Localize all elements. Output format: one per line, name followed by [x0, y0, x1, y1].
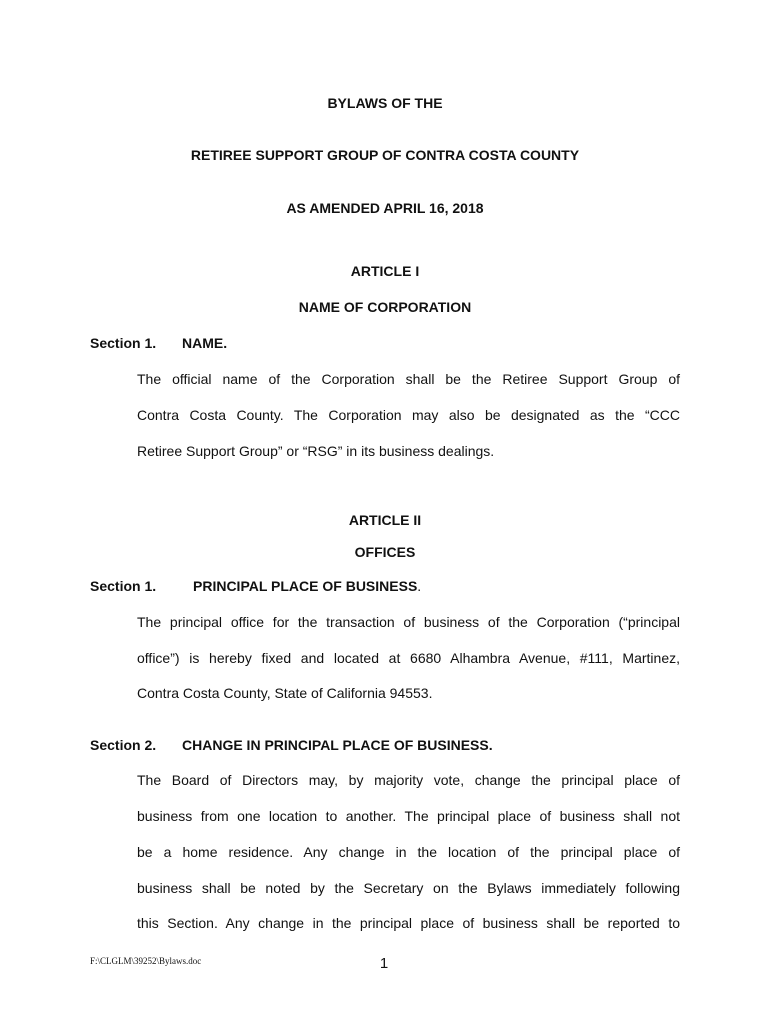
organization-name: RETIREE SUPPORT GROUP OF CONTRA COSTA COUNTY	[190, 147, 580, 163]
section-number: Section 2.	[90, 737, 157, 753]
paragraph-line: The Board of Directors may, by majority vote, change the principal place of	[137, 772, 680, 788]
article-1-label: ARTICLE I	[350, 263, 420, 279]
paragraph-line: Contra Costa County. The Corporation may also be designated as the “CCC	[137, 407, 680, 423]
section-title: PRINCIPAL PLACE OF BUSINESS	[193, 578, 418, 594]
section-number: Section 1.	[90, 578, 157, 594]
paragraph-line: this Section. Any change in the principal place of business shall be reported to	[137, 915, 680, 931]
section-title-wrap	[193, 577, 421, 595]
paragraph-line: Retiree Support Group” or “RSG” in its business dealings.	[137, 443, 495, 459]
article-1-section-1-heading	[90, 334, 228, 352]
page-number: 1	[379, 955, 389, 972]
section-title-period: .	[417, 578, 422, 594]
section-title: NAME.	[182, 335, 228, 351]
amended-date: AS AMENDED APRIL 16, 2018	[286, 200, 484, 216]
section-title: CHANGE IN PRINCIPAL PLACE OF BUSINESS.	[182, 737, 493, 753]
paragraph-line: office”) is hereby fixed and located at 6680 Alhambra Avenue, #111, Martinez,	[137, 650, 680, 666]
article-1-title: NAME OF CORPORATION	[298, 299, 472, 315]
paragraph-line: The principal office for the transaction of business of the Corporation (“principal	[137, 614, 680, 630]
paragraph-line: The official name of the Corporation shall be the Retiree Support Group of	[137, 371, 680, 387]
paragraph-line: Contra Costa County, State of California 94553.	[137, 685, 433, 701]
paragraph-line: business from one location to another. The principal place of business shall not	[137, 808, 680, 824]
article-2-title: OFFICES	[354, 544, 416, 560]
article-2-label: ARTICLE II	[348, 512, 422, 528]
document-title: BYLAWS OF THE	[327, 95, 443, 111]
footer-file-path: F:\CLGLM\39252\Bylaws.doc	[90, 956, 202, 966]
article-2-section-1-heading	[90, 577, 422, 595]
section-number: Section 1.	[90, 335, 157, 351]
article-2-section-2-heading	[90, 736, 493, 754]
paragraph-line: business shall be noted by the Secretary on the Bylaws immediately following	[137, 880, 680, 896]
paragraph-line: be a home residence. Any change in the location of the principal place of	[137, 844, 680, 860]
